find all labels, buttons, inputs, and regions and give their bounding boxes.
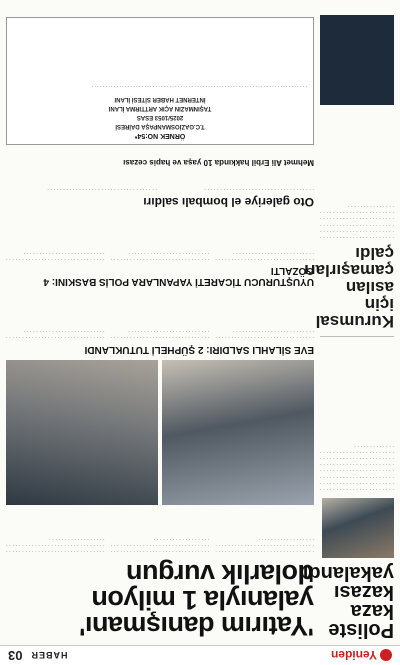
main-photos xyxy=(6,360,314,505)
photo-evidence xyxy=(162,360,314,505)
masthead-right xyxy=(8,648,67,663)
page-number: 03 xyxy=(8,648,23,663)
story-headline-police: Poliste kaza kazası yakalandı xyxy=(302,562,394,641)
notice-line: 2025/1053 ESAS xyxy=(136,114,184,120)
notice-line: T.C.GAZİOSMANPAŞA DAİRESİ xyxy=(115,123,205,129)
divider xyxy=(320,336,394,337)
section-body xyxy=(6,215,314,263)
story-body-text: . . . . . . . . . . . . . . . . . . . . . . . . . . . . . . . . . . . . . . . . . . . . . . . . . . . . . . . . . . . . . . . . . . . . . . . . . . . . . . . . xyxy=(215,536,314,555)
story-body-text: . . . . . . . . . . . . . . . . . . . . . . . . . . . . . . . . . . . . . . . . . . . . . . . . . . . . . . . . . xyxy=(5,250,105,263)
main-headline: 'Yatırım danışmanı' yalanıyla 1 milyon dolarlık vurgun xyxy=(79,559,314,641)
story-body-text: . . . . . . . . . . . . . . . . . . . . . . . . . . . . . . . . . . . . . . . . . . . . . . . . . . . . . . . . . xyxy=(110,328,210,341)
story-body-text: . . . . . . . . . . . . . . . . . . . . . . . . . . . . . . . . . . . xyxy=(47,187,157,193)
story-body-text: . . . . . . . . . . . . . . . . . . . . . . . . . . . . . . . . . . . xyxy=(204,187,314,193)
section-headline-gallery: Oto galeriye el bombalı saldırı xyxy=(143,195,314,209)
logo-text: Yeniden xyxy=(330,648,377,663)
logo xyxy=(331,649,392,663)
story-body-text: . . . . . . . . . . . . . . . . . . . . . . . . . . . . . . . . . . . . . . . . . . . . . . . . . . . . . . . . . xyxy=(215,250,314,263)
notice-body-text: . . . . . . . . . . . . . . . . . . . . . . . . . . . . . . . . . . . . . . . . . . . . . . . . . . . . . . . . . . . . . . . . . . . . . . . . . . . . . . xyxy=(91,84,307,90)
story-body-text: . . . . . . . . . . . . . . . . . . . . . . . . . . . . . . . . . . . . . . . . . . . . . . . . . . . . . . . . . . . . . . . . . . . . . . . . . . . . . . . . xyxy=(5,536,105,555)
story-body-text: . . . . . . . . . . . . . . . . . . . . . . . . . . . . . . . . . . . . . . . . . . . . . . . . . . . . . . . . . xyxy=(110,250,210,263)
story-body-text: . . . . . . . . . . . . . . . . . . . . . . . . . . . . . . . . . . . . . . . . . . . . . . . . . . . . . . . . . xyxy=(215,328,314,341)
section-headline-raid: UYUŞTURUCU TİCARETİ YAPANLARA POLİS BASKINI: 4 GÖZALTI xyxy=(43,265,314,287)
section-name: HABER xyxy=(30,650,68,661)
masthead xyxy=(0,645,400,665)
notice-title: ÖRNEK NO:54* xyxy=(134,132,186,139)
story-headline-laundry: Kurumsal için asılan çamaşırları çaldı xyxy=(304,244,394,331)
story-body-text: . . . . . . . . . . . . . . . . . . . . . . . . . . . . . . . . . . . . . . . . . . . . . . . . . . . . . . . . . . . . . . . . . . . . . . . . . . . . . . . . . . . . . . . . . . . . . . . . . . . . . . . . . . . . . . . . . . . . . . . . . . . . . . . . . . xyxy=(320,203,394,241)
photo-seized-goods xyxy=(6,360,158,505)
notice-line: TAŞINMAZIN AÇIK ARTTIRMA İLANI xyxy=(108,105,212,111)
section-headline-shooting: EVE SİLAHLI SALDIRI: 2 ŞÜPHELİ TUTUKLANDI xyxy=(84,344,314,355)
section-body xyxy=(6,293,314,341)
story-body-text: . . . . . . . . . . . . . . . . . . . . . . . . . . . . . . . . . . . . . . . . . . . . . . . . . . . . . . . . . . . . . . . . . . . . . . . . . . . . . . . . . . . . . . . . . . . . . . . . . . . . . . . . . . . . . . . . . . . . . . . . . . . . . . . . . . . . . . . . . . . . . . . . . . . . . . . . . . . . . . . . . . . . . . . . . . . . . . xyxy=(320,443,394,493)
story-photo xyxy=(322,498,394,558)
section-body xyxy=(6,171,314,193)
story-body-text: . . . . . . . . . . . . . . . . . . . . . . . . . . . . . . . . . . . . . . . . . . . . . . . . . . . . . . . . . . . . . . . . . . . . . . . . . . . . . . . . xyxy=(110,536,210,555)
section-headline-erbil: Mehmet Ali Erbil hakkında 10 yaşa ve hapis cezası xyxy=(123,158,314,167)
legal-notice xyxy=(6,17,314,145)
logo-mark-icon xyxy=(380,650,392,662)
notice-table xyxy=(13,50,307,90)
story-body-text: . . . . . . . . . . . . . . . . . . . . . . . . . . . . . . . . . . . . . . . . . . . . . . . . . . . . . . . . . xyxy=(5,328,105,341)
notice-line: İNTERNET HABER SİTESİ İLANI xyxy=(114,96,206,102)
main-story xyxy=(6,495,314,639)
advertisement-box xyxy=(320,15,394,105)
